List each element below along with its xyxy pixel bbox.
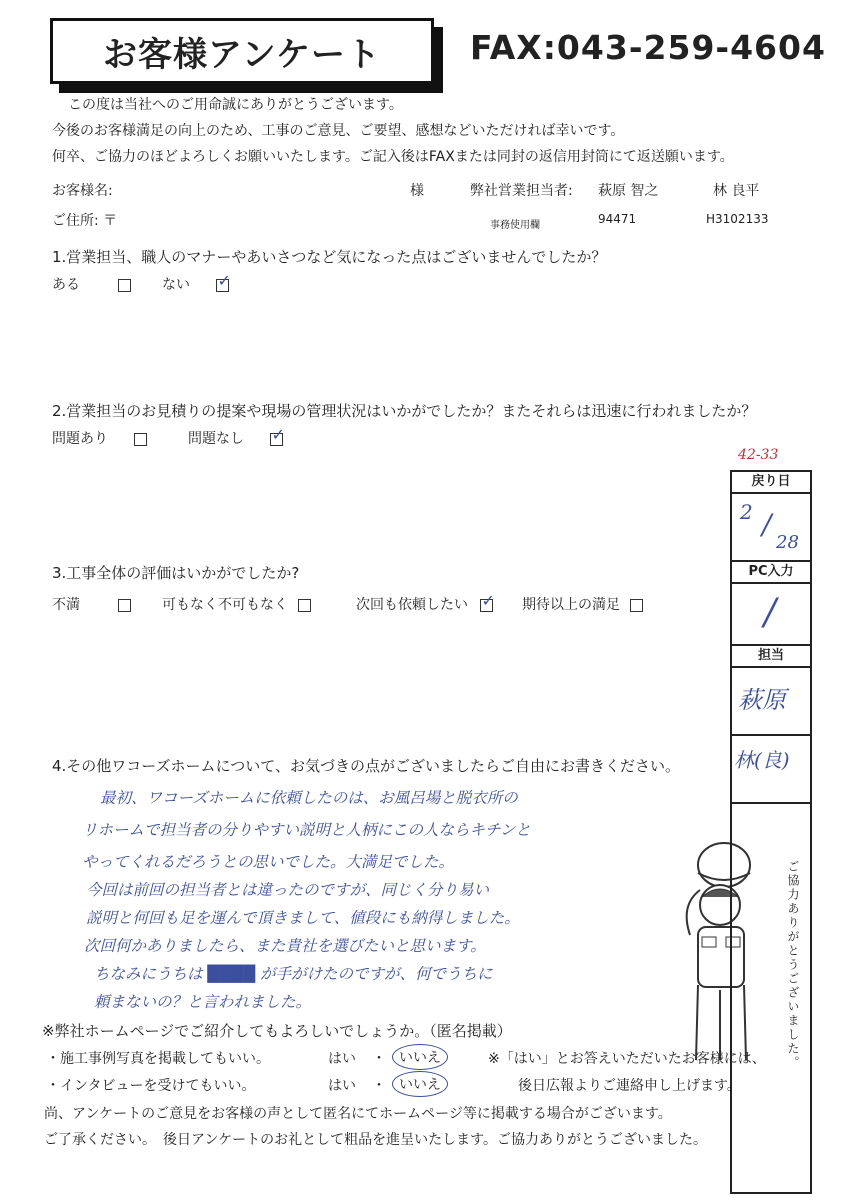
comment-line-6: 次回何かありましたら、また貴社を選びたいと思います。 [84,937,486,955]
q3-option-2 [162,594,311,614]
publish-row-1-label: ・施工事例写真を掲載してもいい。 [46,1051,270,1067]
comment-line-3: やってくれるだろうとの思いでした。大満足でした。 [82,853,455,871]
publish-row-2-yes[interactable]: はい [328,1078,356,1094]
intro-line-1: この度は当社へのご用命誠にありがとうございます。 [68,97,403,113]
footer-line-1: 尚、アンケートのご意見をお客様の声として匿名にてホームページ等に掲載する場合がございます。 [44,1106,672,1122]
publish-row-1-dot: ・ [372,1051,386,1067]
publish-heading: ※弊社ホームページでご紹介してもよろしいでしょうか。（匿名掲載） [42,1022,512,1040]
q3-checkbox-4[interactable] [630,599,643,612]
q3-checkbox-1[interactable] [118,599,131,612]
q1-option-aru-label: ある [52,277,80,293]
q2-option-noproblem [188,428,283,448]
tanto-divider [732,734,810,736]
publish-row-1-yes[interactable]: はい [328,1051,356,1067]
publish-row-2-dot: ・ [372,1078,386,1094]
q2-option-problem [52,428,147,448]
office-side-table [730,470,812,1194]
fax-number: FAX:043-259-4604 [470,28,826,67]
tanto-label: 担当 [732,644,810,668]
tanto-2: 林(良) [734,748,790,772]
side-divider [732,802,810,804]
comment-line-8: 頼まないの？と言われました。 [94,993,312,1011]
q3-checkbox-3[interactable] [480,599,493,612]
question-1: 1.営業担当、職人のマナーやあいさつなど気になった点はございませんでしたか？ [52,248,607,266]
comment-line-1: 最初、ワコーズホームに依頼したのは、お風呂場と脱衣所の [100,789,518,807]
tanto-1: 萩原 [738,686,786,714]
q1-checkbox-aru[interactable] [118,279,131,292]
q3-option-4 [522,594,643,614]
intro-line-3: 何卒、ご協力のほどよろしくお願いいたします。ご記入後はFAXまたは同封の返信用封筒にて返送願います。 [52,149,734,165]
pc-input-value: / [764,592,777,633]
publish-row-1-no[interactable]: いいえ [392,1044,448,1070]
return-date-label: 戻り日 [732,470,810,494]
staff-name-2: 林 良平 [713,183,760,199]
question-3: 3.工事全体の評価はいかがでしたか? [52,564,300,582]
q2-option-noproblem-label: 問題なし [188,431,244,447]
q1-option-aru [52,274,131,294]
q3-option-4-label: 期待以上の満足 [522,597,620,613]
q3-option-1 [52,594,131,614]
side-note: 42-33 [738,447,779,463]
sama-label: 様 [410,183,424,199]
comment-line-2: リホームで担当者の分りやすい説明と人柄にこの人ならキチンと [82,821,531,839]
title-box [50,18,434,84]
page-title: お客様アンケート [103,34,381,75]
q3-option-3 [356,594,493,614]
q3-checkbox-2[interactable] [298,599,311,612]
return-day: 28 [776,532,799,553]
question-4: 4.その他ワコーズホームについて、お気づきの点がございましたらご自由にお書きください。 [52,757,680,775]
intro-line-2: 今後のお客様満足の向上のため、工事のご意見、ご要望、感想などいただければ幸いです。 [52,123,625,139]
publish-row-2-no[interactable]: いいえ [392,1071,448,1097]
office-use-label: 事務使用欄 [490,220,540,231]
publish-row-2-label: ・インタビューを受けてもいい。 [46,1078,256,1094]
publish-note-2: 後日広報よりご連絡申し上げます。 [518,1078,741,1094]
q1-option-nai-label: ない [162,277,190,293]
q2-option-problem-label: 問題あり [52,431,108,447]
staff-name-1: 萩原 智之 [598,183,659,199]
staff-label: 弊社営業担当者: [470,183,573,199]
q2-checkbox-problem[interactable] [134,433,147,446]
return-month: 2 [740,500,753,524]
office-code-2: H3102133 [706,212,769,226]
customer-name-label: お客様名: [52,183,113,199]
q1-option-nai [162,274,229,294]
return-slash: / [762,508,772,541]
footer-line-2: ご了承ください。 後日アンケートのお礼として粗品を進呈いたします。ご協力ありがとうございました。 [44,1132,708,1148]
comment-line-5: 説明と何回も足を運んで頂きまして、値段にも納得しました。 [86,909,520,927]
q2-checkbox-noproblem[interactable] [270,433,283,446]
question-2: 2.営業担当のお見積りの提案や現場の管理状況はいかがでしたか？またそれらは迅速に行われましたか？ [52,402,757,420]
office-code-1: 94471 [598,212,637,226]
q1-checkbox-nai[interactable] [216,279,229,292]
q3-option-3-label: 次回も依頼したい [356,597,468,613]
side-thanks: ご協力ありがとうございました。 [786,860,800,1070]
comment-line-4: 今回は前回の担当者とは違ったのですが、同じく分り易い [86,881,490,899]
address-label: ご住所: 〒 [52,213,118,229]
q3-option-2-label: 可もなく不可もなく [162,597,288,613]
q3-option-1-label: 不満 [52,597,80,613]
publish-note-1: ※「はい」とお答えいただいたお客様には、 [488,1051,766,1067]
pc-input-label: PC入力 [732,560,810,584]
comment-line-7: ちなみにうちは ████ が手がけたのですが、何でうちに [94,965,493,983]
